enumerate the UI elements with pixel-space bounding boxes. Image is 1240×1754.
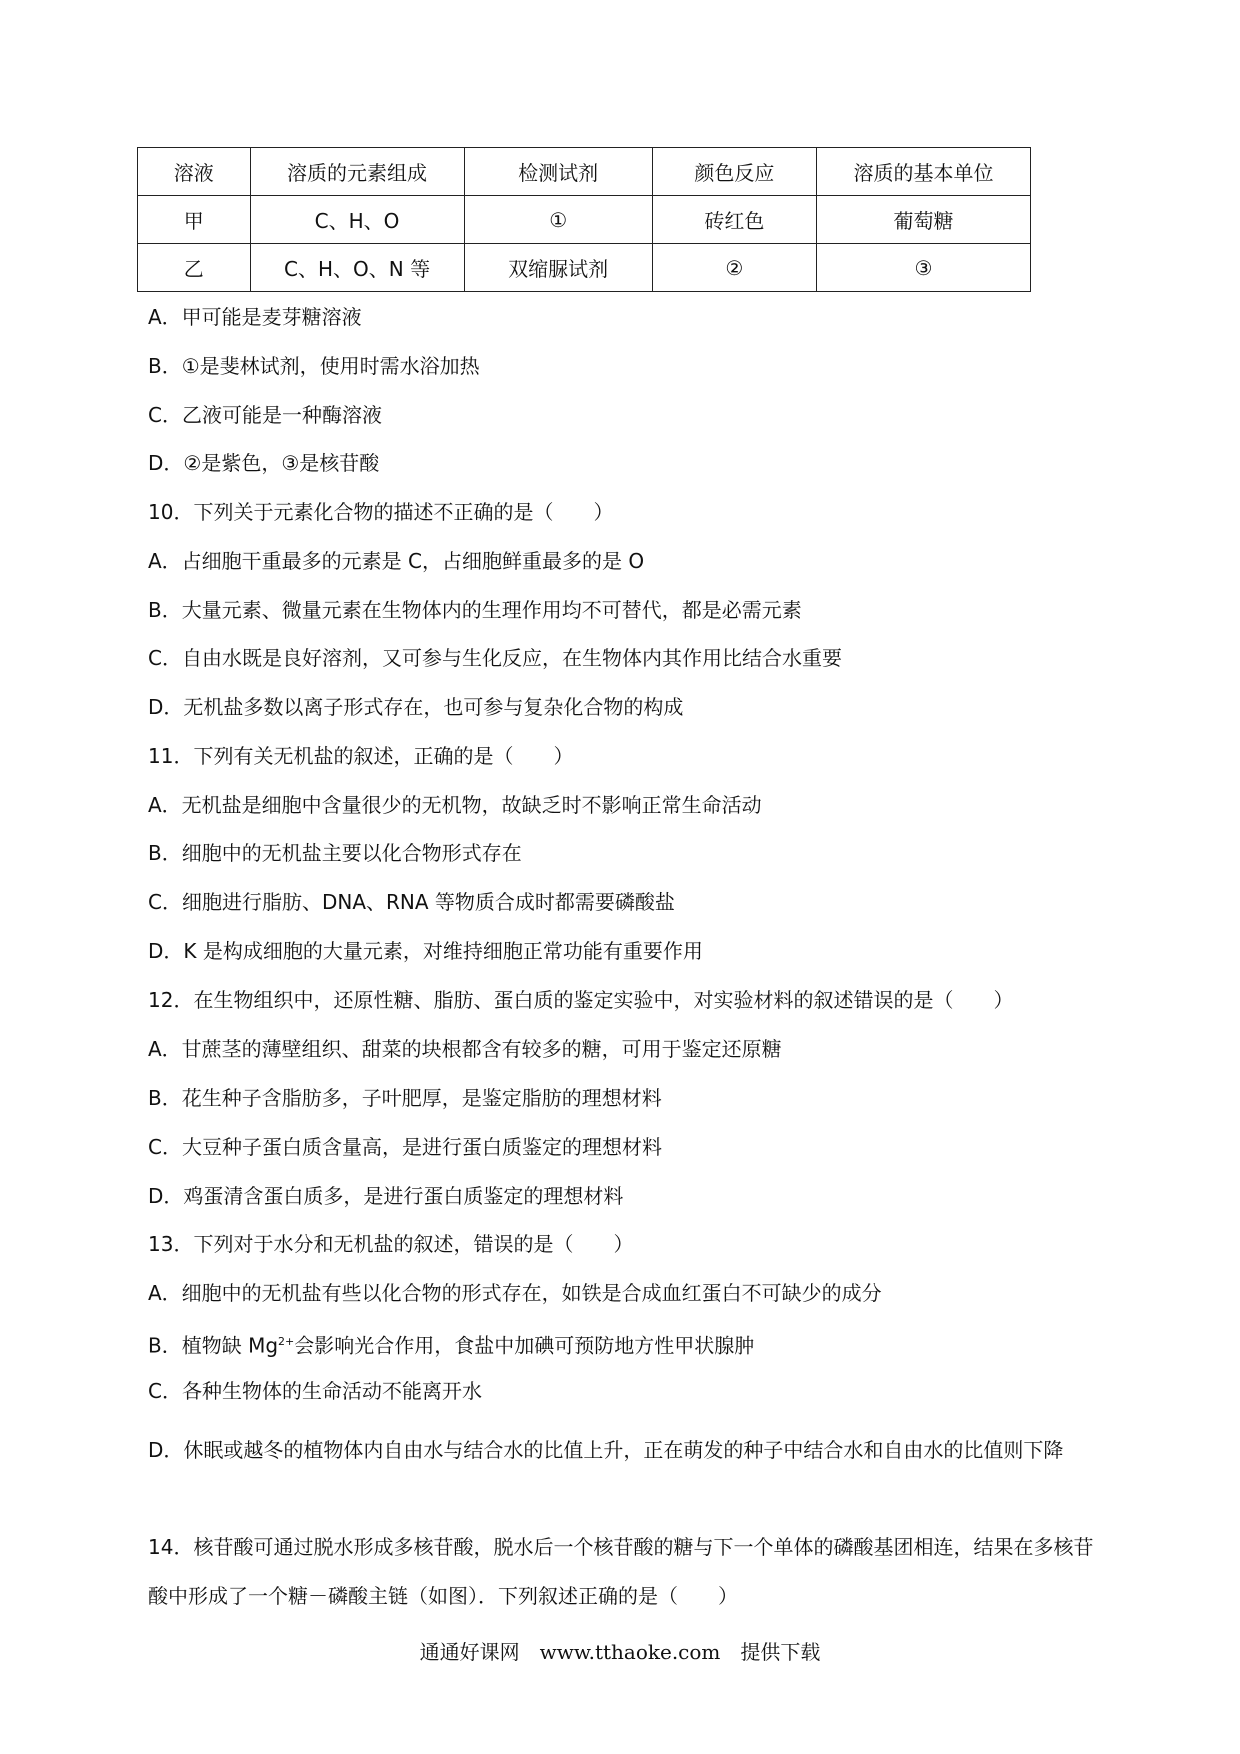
q11-option-d: D．K 是构成细胞的大量元素，对维持细胞正常功能有重要作用 — [148, 939, 703, 963]
table-cell: ③ — [816, 244, 1030, 292]
table-header-cell: 颜色反应 — [652, 148, 816, 196]
table-cell: 砖红色 — [652, 196, 816, 244]
table-cell: 葡萄糖 — [816, 196, 1030, 244]
q13-option-b-suffix: 会影响光合作用，食盐中加碘可预防地方性甲状腺肿 — [294, 1333, 755, 1358]
q9-option-b: B．①是斐林试剂，使用时需水浴加热 — [148, 354, 480, 378]
q12-option-a: A．甘蔗茎的薄壁组织、甜菜的块根都含有较多的糖，可用于鉴定还原糖 — [148, 1037, 782, 1061]
q13-option-b-prefix: B．植物缺 Mg — [148, 1333, 279, 1358]
table-cell: 双缩脲试剂 — [464, 244, 652, 292]
table-cell: C、H、O — [250, 196, 464, 244]
q10-option-c: C．自由水既是良好溶剂，又可参与生化反应，在生物体内其作用比结合水重要 — [148, 646, 842, 670]
table-cell: ② — [652, 244, 816, 292]
table-cell: 乙 — [138, 244, 251, 292]
table-cell: ① — [464, 196, 652, 244]
q10-option-a: A．占细胞干重最多的元素是 C，占细胞鲜重最多的是 O — [148, 549, 645, 573]
q9-option-a: A．甲可能是麦芽糖溶液 — [148, 305, 362, 329]
table-row — [138, 244, 1031, 292]
q9-option-c: C．乙液可能是一种酶溶液 — [148, 403, 382, 427]
q11-stem: 11．下列有关无机盐的叙述，正确的是（ ） — [148, 744, 574, 768]
table-header-row — [138, 148, 1031, 196]
q12-option-d: D．鸡蛋清含蛋白质多，是进行蛋白质鉴定的理想材料 — [148, 1184, 624, 1208]
table-header-cell: 溶质的元素组成 — [250, 148, 464, 196]
table-cell: 甲 — [138, 196, 251, 244]
q13-option-a: A．细胞中的无机盐有些以化合物的形式存在，如铁是合成血红蛋白不可缺少的成分 — [148, 1281, 882, 1305]
q11-option-b: B．细胞中的无机盐主要以化合物形式存在 — [148, 841, 522, 865]
data-table — [137, 147, 1031, 292]
q14-stem: 14．核苷酸可通过脱水形成多核苷酸，脱水后一个核苷酸的糖与下一个单体的磷酸基团相连，结果在多核苷酸中形成了一个糖－磷酸主链（如图）．下列叙述正确的是（ ） — [148, 1535, 1094, 1608]
table-header-cell: 检测试剂 — [464, 148, 652, 196]
q11-option-a: A．无机盐是细胞中含量很少的无机物，故缺乏时不影响正常生命活动 — [148, 793, 762, 817]
q12-stem: 12．在生物组织中，还原性糖、脂肪、蛋白质的鉴定实验中，对实验材料的叙述错误的是（ ） — [148, 988, 1014, 1012]
q13-option-b-superscript: 2+ — [278, 1335, 295, 1348]
q13-option-c: C．各种生物体的生命活动不能离开水 — [148, 1379, 482, 1403]
q10-option-d: D．无机盐多数以离子形式存在，也可参与复杂化合物的构成 — [148, 695, 684, 719]
table-row — [138, 196, 1031, 244]
q13-option-d: D．休眠或越冬的植物体内自由水与结合水的比值上升，正在萌发的种子中结合水和自由水的比值则下降 — [148, 1438, 1064, 1462]
q12-option-c: C．大豆种子蛋白质含量高，是进行蛋白质鉴定的理想材料 — [148, 1135, 662, 1159]
q11-option-c: C．细胞进行脂肪、DNA、RNA 等物质合成时都需要磷酸盐 — [148, 890, 675, 914]
table-header-cell: 溶质的基本单位 — [816, 148, 1030, 196]
table-cell: C、H、O、N 等 — [250, 244, 464, 292]
q12-option-b: B．花生种子含脂肪多，子叶肥厚，是鉴定脂肪的理想材料 — [148, 1086, 662, 1110]
table-header-cell: 溶液 — [138, 148, 251, 196]
q13-option-b — [148, 1328, 754, 1360]
q10-option-b: B．大量元素、微量元素在生物体内的生理作用均不可替代，都是必需元素 — [148, 598, 802, 622]
page-footer: 通通好课网 www.tthaoke.com 提供下载 — [419, 1640, 821, 1664]
q10-stem: 10．下列关于元素化合物的描述不正确的是（ ） — [148, 500, 614, 524]
q9-option-d: D．②是紫色，③是核苷酸 — [148, 451, 380, 475]
q13-stem: 13．下列对于水分和无机盐的叙述，错误的是（ ） — [148, 1232, 634, 1256]
